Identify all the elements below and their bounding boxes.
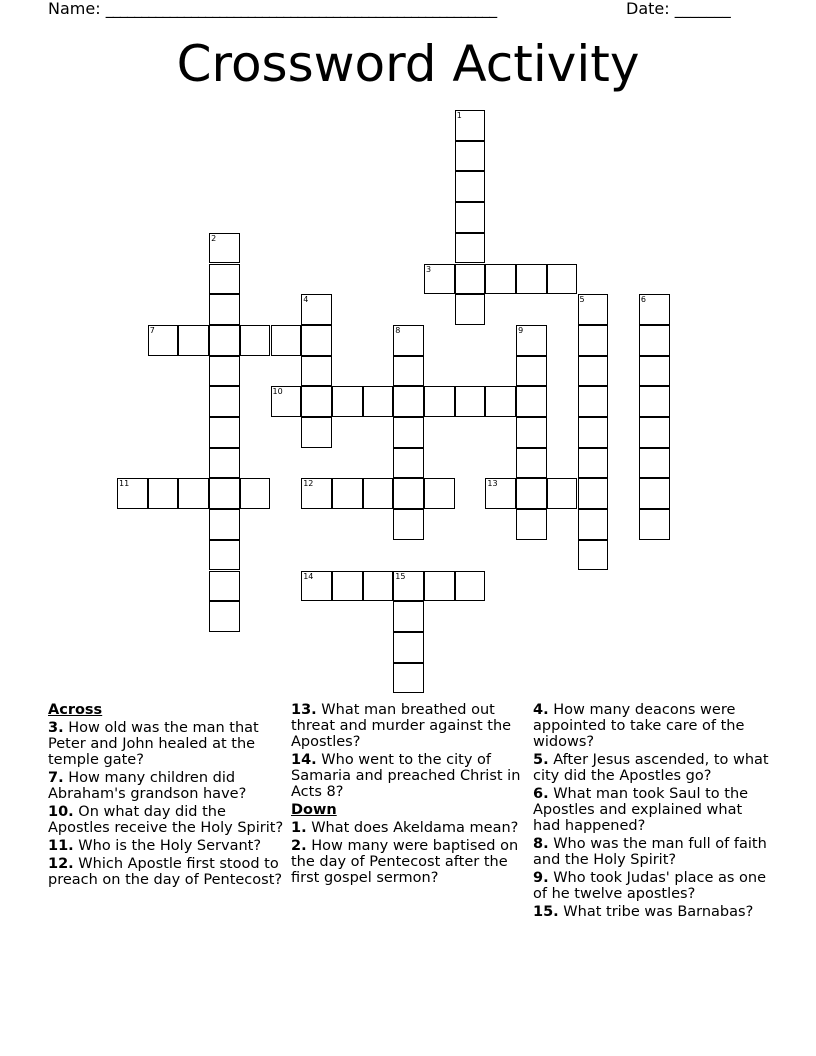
grid-cell[interactable] bbox=[178, 478, 209, 509]
clues-column-1 bbox=[48, 702, 288, 890]
grid-cell[interactable] bbox=[393, 386, 424, 417]
grid-cell[interactable] bbox=[363, 386, 394, 417]
clue-text: What tribe was Barnabas? bbox=[563, 904, 754, 920]
clue-across-12 bbox=[48, 856, 288, 888]
grid-cell[interactable] bbox=[424, 386, 455, 417]
clue-text: Who took Judas' place as one of he twelve apostles? bbox=[533, 870, 767, 902]
cell-number: 2 bbox=[211, 233, 217, 243]
grid-cell[interactable] bbox=[209, 571, 240, 602]
down-heading: Down bbox=[291, 802, 337, 818]
cell-number: 8 bbox=[395, 325, 401, 335]
grid-cell[interactable] bbox=[639, 417, 670, 448]
clue-across-14 bbox=[291, 752, 531, 800]
grid-cell[interactable] bbox=[301, 294, 332, 325]
grid-cell[interactable] bbox=[578, 448, 609, 479]
grid-cell[interactable] bbox=[301, 571, 332, 602]
grid-cell[interactable] bbox=[301, 417, 332, 448]
grid-cell[interactable] bbox=[271, 325, 302, 356]
grid-cell[interactable] bbox=[393, 356, 424, 387]
grid-cell[interactable] bbox=[363, 478, 394, 509]
clue-number: 12. bbox=[48, 856, 74, 872]
grid-cell[interactable] bbox=[516, 509, 547, 540]
grid-cell[interactable] bbox=[455, 571, 486, 602]
cell-number: 13 bbox=[487, 479, 498, 489]
date-blank[interactable]: _______ bbox=[674, 0, 731, 18]
clue-text: What man breathed out threat and murder against the Apostles? bbox=[291, 702, 512, 750]
grid-cell[interactable] bbox=[516, 356, 547, 387]
grid-cell[interactable] bbox=[516, 417, 547, 448]
grid-cell[interactable] bbox=[516, 478, 547, 509]
clue-number: 3. bbox=[48, 720, 64, 736]
clue-number: 7. bbox=[48, 770, 64, 786]
grid-cell[interactable] bbox=[639, 509, 670, 540]
grid-cell[interactable] bbox=[332, 571, 363, 602]
grid-cell[interactable] bbox=[363, 571, 394, 602]
grid-cell[interactable] bbox=[240, 325, 271, 356]
grid-cell[interactable] bbox=[393, 632, 424, 663]
grid-cell[interactable] bbox=[301, 386, 332, 417]
cell-number: 5 bbox=[579, 295, 585, 305]
clue-number: 14. bbox=[291, 752, 317, 768]
grid-cell[interactable] bbox=[209, 294, 240, 325]
clue-text: How many deacons were appointed to take care of the widows? bbox=[533, 702, 745, 750]
cell-number: 9 bbox=[518, 325, 524, 335]
clues-column-3 bbox=[533, 702, 769, 922]
grid-cell[interactable] bbox=[271, 386, 302, 417]
clue-number: 2. bbox=[291, 838, 307, 854]
grid-cell[interactable] bbox=[424, 571, 455, 602]
grid-cell[interactable] bbox=[393, 325, 424, 356]
clue-number: 13. bbox=[291, 702, 317, 718]
clue-across-3 bbox=[48, 720, 288, 768]
cell-number: 14 bbox=[303, 571, 314, 581]
clue-across-10 bbox=[48, 804, 288, 836]
clue-down-4 bbox=[533, 702, 769, 750]
cell-number: 15 bbox=[395, 571, 406, 581]
grid-cell[interactable] bbox=[485, 264, 516, 295]
grid-cell[interactable] bbox=[209, 601, 240, 632]
grid-cell[interactable] bbox=[639, 478, 670, 509]
grid-cell[interactable] bbox=[148, 325, 179, 356]
clue-text: Who is the Holy Servant? bbox=[78, 838, 262, 854]
clue-text: How many children did Abraham's grandson have? bbox=[48, 770, 247, 802]
cell-number: 10 bbox=[272, 387, 283, 397]
grid-cell[interactable] bbox=[455, 202, 486, 233]
grid-cell[interactable] bbox=[393, 663, 424, 694]
grid-cell[interactable] bbox=[301, 325, 332, 356]
cell-number: 7 bbox=[149, 325, 155, 335]
grid-cell[interactable] bbox=[424, 264, 455, 295]
grid-cell[interactable] bbox=[393, 417, 424, 448]
clue-text: Who went to the city of Samaria and preached Christ in Acts 8? bbox=[291, 752, 521, 800]
name-field[interactable] bbox=[48, 0, 496, 18]
grid-cell[interactable] bbox=[148, 478, 179, 509]
across-heading: Across bbox=[48, 702, 103, 718]
clue-text: What man took Saul to the Apostles and explained what had happened? bbox=[533, 786, 749, 834]
grid-cell[interactable] bbox=[424, 478, 455, 509]
grid-cell[interactable] bbox=[393, 509, 424, 540]
grid-cell[interactable] bbox=[485, 386, 516, 417]
grid-cell[interactable] bbox=[209, 448, 240, 479]
grid-cell[interactable] bbox=[393, 601, 424, 632]
name-label: Name: bbox=[48, 0, 101, 18]
clue-number: 10. bbox=[48, 804, 74, 820]
grid-cell[interactable] bbox=[578, 356, 609, 387]
grid-cell[interactable] bbox=[455, 264, 486, 295]
grid-cell[interactable] bbox=[516, 386, 547, 417]
page-title: Crossword Activity bbox=[176, 35, 640, 93]
grid-cell[interactable] bbox=[301, 356, 332, 387]
grid-cell[interactable] bbox=[209, 233, 240, 264]
grid-cell[interactable] bbox=[485, 478, 516, 509]
grid-cell[interactable] bbox=[516, 264, 547, 295]
grid-cell[interactable] bbox=[332, 386, 363, 417]
clue-number: 5. bbox=[533, 752, 549, 768]
grid-cell[interactable] bbox=[639, 386, 670, 417]
clue-down-9 bbox=[533, 870, 769, 902]
grid-cell[interactable] bbox=[209, 417, 240, 448]
grid-cell[interactable] bbox=[455, 233, 486, 264]
clue-text: Which Apostle first stood to preach on the day of Pentecost? bbox=[48, 856, 283, 888]
clue-text: On what day did the Apostles receive the Holy Spirit? bbox=[48, 804, 284, 836]
clues-column-2 bbox=[291, 702, 531, 888]
clue-text: How many were baptised on the day of Pentecost after the first gospel sermon? bbox=[291, 838, 519, 886]
grid-cell[interactable] bbox=[578, 509, 609, 540]
grid-cell[interactable] bbox=[455, 141, 486, 172]
grid-cell[interactable] bbox=[393, 448, 424, 479]
grid-cell[interactable] bbox=[209, 540, 240, 571]
grid-cell[interactable] bbox=[209, 356, 240, 387]
grid-cell[interactable] bbox=[455, 386, 486, 417]
clue-text: How old was the man that Peter and John healed at the temple gate? bbox=[48, 720, 259, 768]
grid-cell[interactable] bbox=[639, 325, 670, 356]
grid-cell[interactable] bbox=[332, 478, 363, 509]
grid-cell[interactable] bbox=[209, 478, 240, 509]
cell-number: 1 bbox=[456, 111, 462, 120]
clue-number: 4. bbox=[533, 702, 549, 718]
clue-text: What does Akeldama mean? bbox=[311, 820, 519, 836]
grid-cell[interactable] bbox=[516, 448, 547, 479]
clue-across-13 bbox=[291, 702, 531, 750]
grid-cell[interactable] bbox=[578, 386, 609, 417]
clue-number: 8. bbox=[533, 836, 549, 852]
clue-down-15 bbox=[533, 904, 769, 920]
cell-number: 4 bbox=[303, 295, 309, 305]
cell-number: 3 bbox=[426, 264, 432, 274]
clue-number: 15. bbox=[533, 904, 559, 920]
grid-cell[interactable] bbox=[639, 294, 670, 325]
grid-cell[interactable] bbox=[639, 448, 670, 479]
grid-cell[interactable] bbox=[393, 478, 424, 509]
grid-cell[interactable] bbox=[516, 325, 547, 356]
clue-number: 1. bbox=[291, 820, 307, 836]
grid-cell[interactable] bbox=[209, 325, 240, 356]
grid-cell[interactable] bbox=[240, 478, 271, 509]
name-blank[interactable]: _______________________________________________________ bbox=[105, 0, 497, 18]
cell-number: 11 bbox=[119, 479, 130, 489]
grid-cell[interactable] bbox=[393, 571, 424, 602]
date-label: Date: bbox=[626, 0, 670, 18]
grid-cell[interactable] bbox=[209, 386, 240, 417]
grid-cell[interactable] bbox=[455, 294, 486, 325]
grid-cell[interactable] bbox=[547, 478, 578, 509]
grid-cell[interactable] bbox=[639, 356, 670, 387]
grid-cell[interactable] bbox=[455, 110, 486, 141]
grid-cell[interactable] bbox=[301, 478, 332, 509]
grid-cell[interactable] bbox=[578, 417, 609, 448]
grid-cell[interactable] bbox=[578, 478, 609, 509]
cell-number: 12 bbox=[303, 479, 314, 489]
grid-cell[interactable] bbox=[455, 171, 486, 202]
grid-cell[interactable] bbox=[209, 509, 240, 540]
grid-cell[interactable] bbox=[117, 478, 148, 509]
clue-number: 6. bbox=[533, 786, 549, 802]
date-field[interactable] bbox=[626, 0, 731, 18]
clue-down-1 bbox=[291, 820, 531, 836]
grid-cell[interactable] bbox=[578, 540, 609, 571]
cell-number: 6 bbox=[640, 295, 646, 305]
clue-number: 9. bbox=[533, 870, 549, 886]
grid-cell[interactable] bbox=[578, 294, 609, 325]
grid-cell[interactable] bbox=[547, 264, 578, 295]
grid-cell[interactable] bbox=[578, 325, 609, 356]
clue-across-7 bbox=[48, 770, 288, 802]
clue-across-11 bbox=[48, 838, 288, 854]
grid-cell[interactable] bbox=[209, 264, 240, 295]
clue-down-6 bbox=[533, 786, 769, 834]
clue-text: After Jesus ascended, to what city did the Apostles go? bbox=[533, 752, 769, 784]
clue-down-5 bbox=[533, 752, 769, 784]
clue-number: 11. bbox=[48, 838, 74, 854]
clue-text: Who was the man full of faith and the Holy Spirit? bbox=[533, 836, 767, 868]
grid-cell[interactable] bbox=[178, 325, 209, 356]
clue-down-8 bbox=[533, 836, 769, 868]
clue-down-2 bbox=[291, 838, 531, 886]
